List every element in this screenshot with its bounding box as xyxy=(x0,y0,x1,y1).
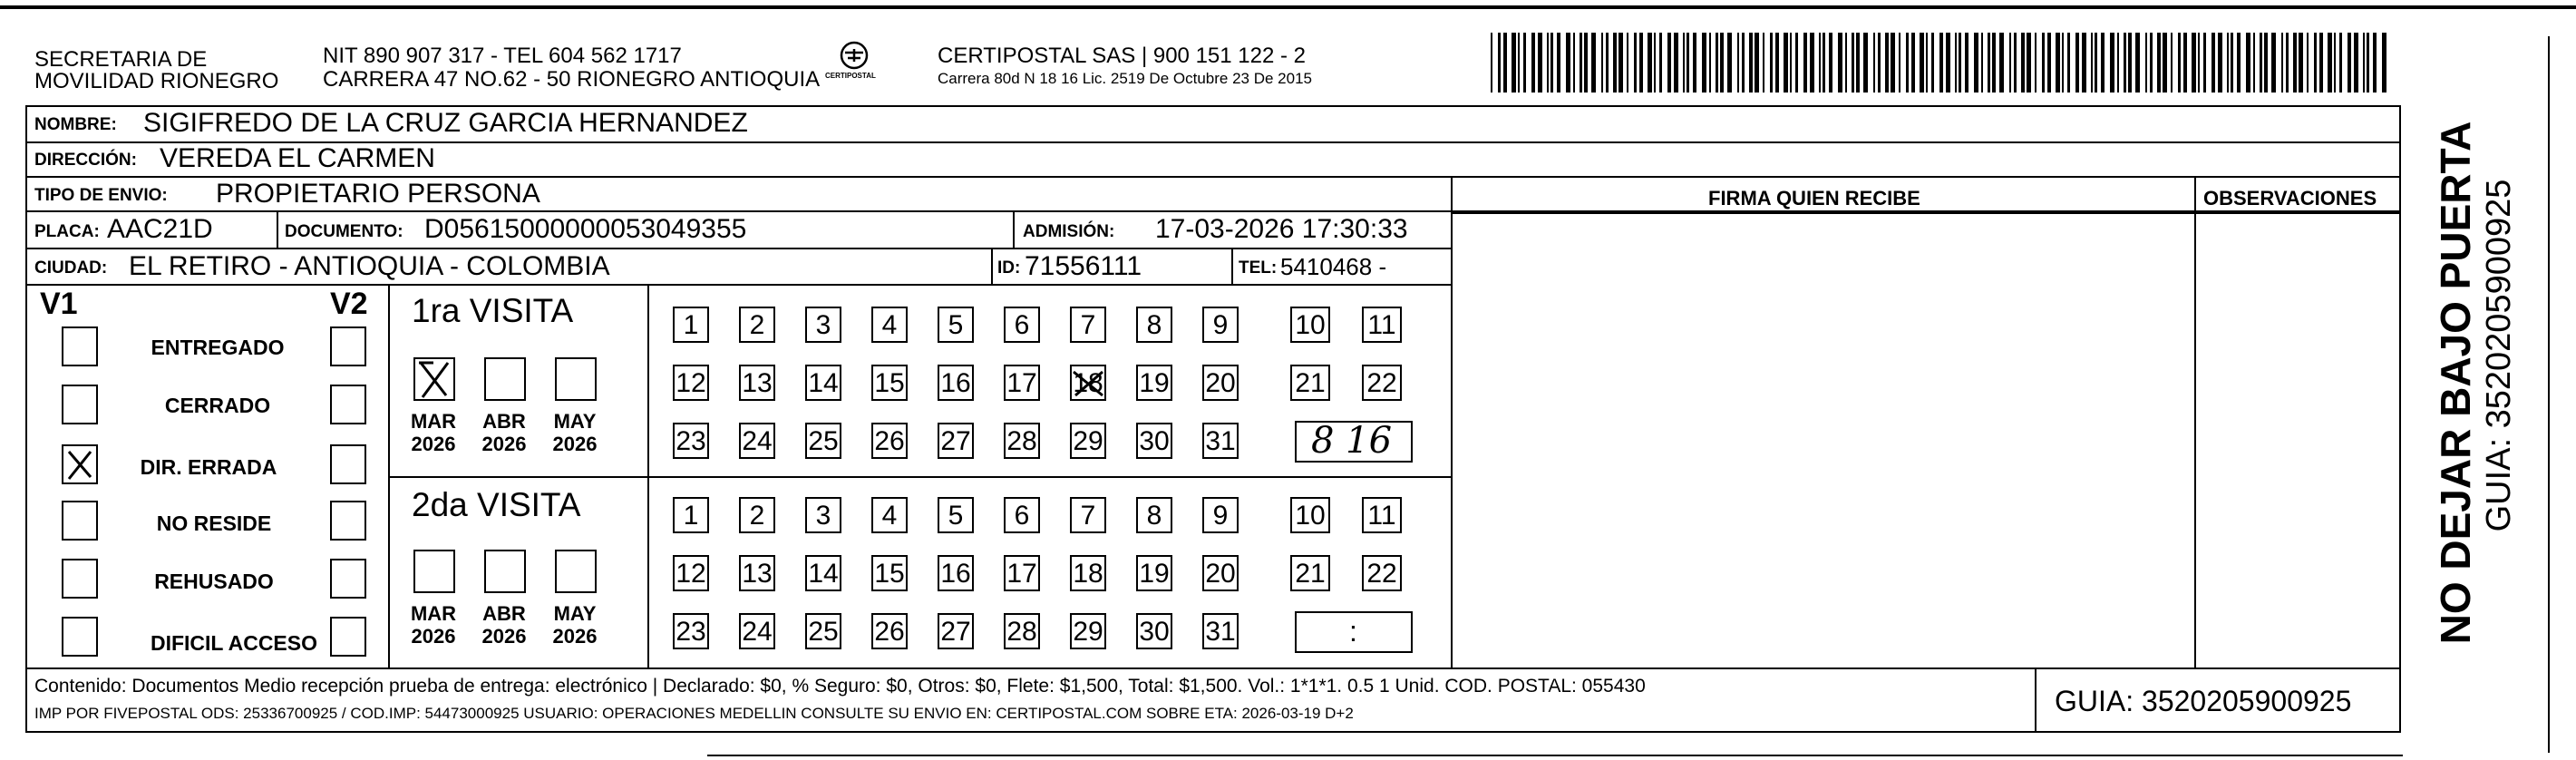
second-visit-time: : xyxy=(1349,615,1357,648)
barcode-bar xyxy=(2095,33,2097,93)
reason-dificil-acceso: DIFICIL ACCESO xyxy=(150,631,317,655)
tel-value: 5410468 - xyxy=(1280,253,1387,280)
barcode-bar xyxy=(1498,33,1501,93)
barcode-bar xyxy=(1512,33,1516,93)
month-label-abr-2: ABR 2026 xyxy=(481,602,527,648)
reason-cerrado: CERRADO xyxy=(164,394,271,417)
v2-checkbox[interactable] xyxy=(330,617,366,657)
barcode-bar xyxy=(1775,33,1779,93)
barcode-bar xyxy=(2363,33,2365,93)
barcode-bar xyxy=(1763,33,1764,93)
v1-checkbox[interactable] xyxy=(62,559,98,599)
no-dejar-bajo-puerta: NO DEJAR BAJO PUERTA xyxy=(2432,121,2479,645)
barcode-bar xyxy=(2183,33,2187,93)
check-mark-icon xyxy=(63,446,96,482)
v2-checkbox[interactable] xyxy=(330,501,366,541)
v2-checkbox[interactable] xyxy=(330,385,366,424)
nombre-value: SIGIFREDO DE LA CRUZ GARCIA HERNANDEZ xyxy=(143,108,748,138)
org-line1: SECRETARIA DE xyxy=(34,47,208,72)
day-box-30[interactable]: 30 xyxy=(1136,423,1172,459)
barcode-bar xyxy=(1770,33,1773,93)
barcode-bar xyxy=(2101,33,2105,93)
barcode-bar xyxy=(1863,33,1868,93)
barcode-bar xyxy=(1852,33,1854,93)
day-cross-mark-icon xyxy=(1070,368,1106,399)
barcode-bar xyxy=(1749,33,1753,93)
barcode-bar xyxy=(1491,33,1492,93)
day-box-19[interactable]: 19 xyxy=(1136,365,1172,401)
barcode-bar xyxy=(1845,33,1847,93)
month-label-may: MAY 2026 xyxy=(552,410,598,456)
barcode-bar xyxy=(2307,33,2309,93)
day-box-12[interactable]: 12 xyxy=(673,555,709,591)
reason-dir-errada: DIR. ERRADA xyxy=(140,455,277,479)
barcode-bar xyxy=(2211,33,2215,93)
reason-rehusado: REHUSADO xyxy=(154,570,274,593)
barcode-bar xyxy=(1906,33,1909,93)
certipostal-logo xyxy=(818,40,890,83)
v1-checkbox-checked[interactable] xyxy=(62,444,98,484)
barcode-bar xyxy=(1573,33,1575,93)
day-box-25[interactable]: 25 xyxy=(805,613,841,649)
day-box-17[interactable]: 17 xyxy=(1004,365,1040,401)
month-box[interactable] xyxy=(484,357,526,401)
barcode-bar xyxy=(1639,33,1643,93)
day-box-17[interactable]: 17 xyxy=(1004,555,1040,591)
day-box-11[interactable]: 11 xyxy=(1362,497,1402,533)
barcode-bar xyxy=(2367,33,2369,93)
barcode-bar xyxy=(1810,33,1814,93)
barcode-bar xyxy=(1755,33,1759,93)
day-box-8[interactable]: 8 xyxy=(1136,497,1172,533)
placa-label: PLACA: xyxy=(34,222,100,241)
day-box-22[interactable]: 22 xyxy=(1362,365,1402,401)
barcode-bar xyxy=(2056,33,2060,93)
documento-label: DOCUMENTO: xyxy=(285,222,403,241)
barcode-bar xyxy=(1531,33,1535,93)
day-box-18[interactable]: 18 xyxy=(1070,365,1106,401)
admision-divider xyxy=(1013,210,1015,248)
admision-value: 17-03-2026 17:30:33 xyxy=(1155,214,1408,244)
barcode-bar xyxy=(2299,33,2303,93)
v1-checkbox[interactable] xyxy=(62,501,98,541)
month-label-mar: MAR 2026 xyxy=(410,410,457,456)
barcode-bar xyxy=(2042,33,2045,93)
month-box[interactable] xyxy=(484,550,526,593)
v2-label: V2 xyxy=(330,287,368,321)
barcode-bar xyxy=(2163,33,2167,93)
barcode-bar xyxy=(1946,33,1950,93)
barcode-bar xyxy=(1550,33,1553,93)
placa-value: AAC21D xyxy=(107,214,213,244)
barcode-bar xyxy=(2014,33,2017,93)
barcode-bar xyxy=(2047,33,2051,93)
right-edge-line xyxy=(2548,36,2550,753)
day-box-7[interactable]: 7 xyxy=(1070,497,1106,533)
nit-line: NIT 890 907 317 - TEL 604 562 1717 xyxy=(323,44,682,68)
top-edge-line xyxy=(0,5,2576,9)
barcode-bar xyxy=(1939,33,1943,93)
barcode-bar xyxy=(2271,33,2276,93)
day-box-5[interactable]: 5 xyxy=(938,307,974,343)
month-label-abr: ABR 2026 xyxy=(481,410,527,456)
day-box-23[interactable]: 23 xyxy=(673,423,709,459)
day-box-4[interactable]: 4 xyxy=(871,497,908,533)
barcode-bar xyxy=(2135,33,2140,93)
barcode-bar xyxy=(2062,33,2064,93)
day-box-24[interactable]: 24 xyxy=(739,423,775,459)
barcode-bar xyxy=(1687,33,1689,93)
row-line xyxy=(25,284,1451,286)
barcode-bar xyxy=(2192,33,2196,93)
barcode-bar xyxy=(1523,33,1526,93)
barcode-bar xyxy=(1931,33,1934,93)
day-box-29[interactable]: 29 xyxy=(1070,423,1106,459)
day-box-14[interactable]: 14 xyxy=(805,555,841,591)
nombre-label: NOMBRE: xyxy=(34,115,117,134)
barcode-bar xyxy=(1547,33,1549,93)
barcode-bar xyxy=(2246,33,2250,93)
barcode-bar xyxy=(2128,33,2132,93)
barcode-bar xyxy=(2145,33,2147,93)
barcode-bar xyxy=(1538,33,1542,93)
barcode-bar xyxy=(1683,33,1685,93)
day-box-21[interactable]: 21 xyxy=(1290,555,1330,591)
check-mark-icon xyxy=(415,359,453,399)
barcode-bar xyxy=(1965,33,1968,93)
barcode-bar xyxy=(1591,33,1596,93)
barcode-bar xyxy=(1742,33,1745,93)
day-box-20[interactable]: 20 xyxy=(1202,555,1239,591)
barcode-bar xyxy=(1627,33,1628,93)
barcode-bar xyxy=(2281,33,2283,93)
barcode-bar xyxy=(1584,33,1588,93)
v1-checkbox[interactable] xyxy=(62,617,98,657)
ciudad-label: CIUDAD: xyxy=(34,258,108,278)
address-line: CARRERA 47 NO.62 - 50 RIONEGRO ANTIOQUIA xyxy=(323,67,821,92)
guia-box-divider xyxy=(2035,667,2036,733)
barcode-bar xyxy=(1974,33,1978,93)
day-box-2[interactable]: 2 xyxy=(739,307,775,343)
barcode-bar xyxy=(1601,33,1603,93)
direccion-label: DIRECCIÓN: xyxy=(34,151,137,170)
day-box-16[interactable]: 16 xyxy=(938,365,974,401)
barcode-bar xyxy=(2227,33,2229,93)
day-box-31[interactable]: 31 xyxy=(1202,613,1239,649)
day-box-18[interactable]: 18 xyxy=(1070,555,1106,591)
bottom-edge-line xyxy=(707,755,2403,756)
day-box-30[interactable]: 30 xyxy=(1136,613,1172,649)
barcode-bar xyxy=(1790,33,1792,93)
day-box-28[interactable]: 28 xyxy=(1004,613,1040,649)
barcode-bar xyxy=(1674,33,1678,93)
barcode-bar xyxy=(1654,33,1656,93)
day-box-7[interactable]: 7 xyxy=(1070,307,1106,343)
id-label: ID: xyxy=(997,258,1021,278)
barcode-bar xyxy=(2067,33,2070,93)
admision-label: ADMISIÓN: xyxy=(1023,222,1115,241)
barcode xyxy=(1487,33,2394,96)
observaciones-divider xyxy=(2194,176,2196,667)
day-box-6[interactable]: 6 xyxy=(1004,307,1040,343)
barcode-bar xyxy=(1619,33,1623,93)
day-box-2[interactable]: 2 xyxy=(739,497,775,533)
day-box-27[interactable]: 27 xyxy=(938,613,974,649)
barcode-bar xyxy=(1737,33,1739,93)
first-visit-time: 8 16 xyxy=(1311,420,1393,462)
day-box-8[interactable]: 8 xyxy=(1136,307,1172,343)
day-box-9[interactable]: 9 xyxy=(1202,307,1239,343)
footer-line xyxy=(25,667,2401,669)
barcode-bar xyxy=(1634,33,1637,93)
month-box[interactable] xyxy=(555,357,597,401)
barcode-bar xyxy=(1557,33,1560,93)
barcode-bar xyxy=(1693,33,1696,93)
courier-line2: Carrera 80d N 18 16 Lic. 2519 De Octubre 23 De 2015 xyxy=(938,70,1312,87)
v1-checkbox[interactable] xyxy=(62,385,98,424)
v2-checkbox[interactable] xyxy=(330,444,366,484)
day-box-21[interactable]: 21 xyxy=(1290,365,1330,401)
day-box-15[interactable]: 15 xyxy=(871,365,908,401)
barcode-bar xyxy=(2075,33,2079,93)
barcode-bar xyxy=(1878,33,1881,93)
firma-header-line xyxy=(1451,212,2401,214)
month-label-mar-2: MAR 2026 xyxy=(410,602,457,648)
reason-entregado: ENTREGADO xyxy=(151,336,285,359)
id-divider xyxy=(991,248,993,284)
barcode-bar xyxy=(1709,33,1711,93)
day-box-23[interactable]: 23 xyxy=(673,613,709,649)
day-box-10[interactable]: 10 xyxy=(1290,497,1330,533)
barcode-bar xyxy=(2110,33,2114,93)
day-box-20[interactable]: 20 xyxy=(1202,365,1239,401)
barcode-bar xyxy=(1955,33,1957,93)
visit-split-line xyxy=(388,476,1451,478)
barcode-bar xyxy=(1992,33,1996,93)
barcode-bar xyxy=(1819,33,1821,93)
barcode-bar xyxy=(1613,33,1617,93)
barcode-bar xyxy=(1891,33,1895,93)
barcode-bar xyxy=(1720,33,1724,93)
barcode-bar xyxy=(1885,33,1889,93)
footer-contenido: Contenido: Documentos Medio recepción prueba de entrega: electrónico | Declarado: $0, % Seguro: $0, Otros: $0, Flete: $1,500, Total: $1,500. Vol.: 1*1*1. 0.5 1 Unid. COD. POSTAL: 055430 xyxy=(34,676,1646,697)
month-box-checked[interactable] xyxy=(413,357,455,401)
barcode-bar xyxy=(2124,33,2126,93)
day-box-4[interactable]: 4 xyxy=(871,307,908,343)
day-box-26[interactable]: 26 xyxy=(871,423,908,459)
barcode-bar xyxy=(1648,33,1652,93)
month-box[interactable] xyxy=(413,550,455,593)
day-box-12[interactable]: 12 xyxy=(673,365,709,401)
barcode-bar xyxy=(1580,33,1582,93)
barcode-bar xyxy=(1959,33,1961,93)
barcode-bar xyxy=(1999,33,2004,93)
barcode-bar xyxy=(1784,33,1788,93)
barcode-bar xyxy=(1659,33,1662,93)
barcode-bar xyxy=(2021,33,2025,93)
barcode-bar xyxy=(2354,33,2358,93)
barcode-bar xyxy=(1926,33,1928,93)
barcode-bar xyxy=(2253,33,2255,93)
barcode-bar xyxy=(2334,33,2336,93)
side-guia: GUIA: 3520205900925 xyxy=(2480,179,2518,532)
day-box-1[interactable]: 1 xyxy=(673,497,709,533)
day-box-19[interactable]: 19 xyxy=(1136,555,1172,591)
barcode-bar xyxy=(1873,33,1875,93)
v2-checkbox[interactable] xyxy=(330,326,366,366)
barcode-bar xyxy=(1518,33,1520,93)
barcode-bar xyxy=(1795,33,1798,93)
barcode-bar xyxy=(2027,33,2031,93)
logo-text: CERTIPOSTAL xyxy=(825,72,876,80)
barcode-bar xyxy=(1606,33,1609,93)
month-label-may-2: MAY 2026 xyxy=(552,602,598,648)
barcode-bar xyxy=(2286,33,2289,93)
barcode-bar xyxy=(2328,33,2332,93)
barcode-bar xyxy=(1702,33,1706,93)
barcode-bar xyxy=(1838,33,1842,93)
day-box-10[interactable]: 10 xyxy=(1290,307,1330,343)
day-box-6[interactable]: 6 xyxy=(1004,497,1040,533)
direccion-value: VEREDA EL CARMEN xyxy=(160,143,435,173)
firma-divider xyxy=(1451,176,1453,667)
tipo-label: TIPO DE ENVIO: xyxy=(34,186,168,205)
day-box-16[interactable]: 16 xyxy=(938,555,974,591)
day-box-14[interactable]: 14 xyxy=(805,365,841,401)
barcode-bar xyxy=(1667,33,1671,93)
org-line2: MOVILIDAD RIONEGRO xyxy=(34,69,279,93)
barcode-bar xyxy=(2091,33,2093,93)
barcode-bar xyxy=(2231,33,2233,93)
documento-value: D05615000000053049355 xyxy=(424,214,747,244)
day-box-13[interactable]: 13 xyxy=(739,555,775,591)
footer-imp-line: IMP POR FIVEPOSTAL ODS: 25336700925 / COD.IMP: 54473000925 USUARIO: OPERACIONES MEDELLIN CONSULTE SU ENVIO EN: CERTIPOSTAL.COM SOBRE ETA: 2026-03-19 D+2 xyxy=(34,705,1354,722)
barcode-bar xyxy=(2319,33,2323,93)
barcode-bar xyxy=(1829,33,1832,93)
barcode-bar xyxy=(2339,33,2342,93)
barcode-bar xyxy=(1899,33,1900,93)
day-box-22[interactable]: 22 xyxy=(1362,555,1402,591)
tipo-value: PROPIETARIO PERSONA xyxy=(216,179,540,209)
barcode-bar xyxy=(1727,33,1732,93)
reason-no-reside: NO RESIDE xyxy=(156,512,272,535)
barcode-bar xyxy=(2117,33,2119,93)
barcode-bar xyxy=(2035,33,2036,93)
barcode-bar xyxy=(2157,33,2161,93)
day-box-11[interactable]: 11 xyxy=(1362,307,1402,343)
day-box-9[interactable]: 9 xyxy=(1202,497,1239,533)
barcode-bar xyxy=(1823,33,1825,93)
day-box-1[interactable]: 1 xyxy=(673,307,709,343)
barcode-bar xyxy=(2150,33,2153,93)
barcode-bar xyxy=(1981,33,1983,93)
first-visit-title: 1ra VISITA xyxy=(412,292,574,329)
barcode-bar xyxy=(2260,33,2262,93)
barcode-bar xyxy=(1503,33,1507,93)
barcode-bar xyxy=(1856,33,1860,93)
barcode-bar xyxy=(2009,33,2011,93)
day-box-5[interactable]: 5 xyxy=(938,497,974,533)
barcode-bar xyxy=(2314,33,2317,93)
placa-divider xyxy=(277,210,278,248)
barcode-bar xyxy=(2218,33,2222,93)
v1-label: V1 xyxy=(40,287,78,321)
day-box-27[interactable]: 27 xyxy=(938,423,974,459)
barcode-bar xyxy=(1988,33,1990,93)
barcode-bar xyxy=(2264,33,2268,93)
barcode-bar xyxy=(2382,33,2386,93)
barcode-bar xyxy=(2373,33,2377,93)
barcode-bar xyxy=(2348,33,2351,93)
day-box-25[interactable]: 25 xyxy=(805,423,841,459)
day-box-3[interactable]: 3 xyxy=(805,307,841,343)
barcode-bar xyxy=(1911,33,1915,93)
observaciones-label: OBSERVACIONES xyxy=(2203,187,2377,209)
row-line xyxy=(25,176,2401,178)
barcode-bar xyxy=(1566,33,1570,93)
v2-checkbox[interactable] xyxy=(330,559,366,599)
day-box-15[interactable]: 15 xyxy=(871,555,908,591)
month-box[interactable] xyxy=(555,550,597,593)
barcode-bar xyxy=(1803,33,1807,93)
barcode-bar xyxy=(2082,33,2086,93)
second-visit-title: 2da VISITA xyxy=(412,486,581,523)
day-box-26[interactable]: 26 xyxy=(871,613,908,649)
barcode-bar xyxy=(2198,33,2200,93)
day-box-13[interactable]: 13 xyxy=(739,365,775,401)
day-box-24[interactable]: 24 xyxy=(739,613,775,649)
v1-checkbox[interactable] xyxy=(62,326,98,366)
barcode-bar xyxy=(2171,33,2173,93)
day-box-3[interactable]: 3 xyxy=(805,497,841,533)
firma-label: FIRMA QUIEN RECIBE xyxy=(1708,187,1920,209)
tel-label: TEL: xyxy=(1239,258,1278,278)
day-box-31[interactable]: 31 xyxy=(1202,423,1239,459)
barcode-bar xyxy=(2203,33,2206,93)
barcode-bar xyxy=(1716,33,1718,93)
day-box-28[interactable]: 28 xyxy=(1004,423,1040,459)
barcode-bar xyxy=(2178,33,2181,93)
tel-divider xyxy=(1231,248,1233,284)
courier-line1: CERTIPOSTAL SAS | 900 151 122 - 2 xyxy=(938,44,1306,68)
row-line xyxy=(25,248,1451,249)
id-value: 71556111 xyxy=(1025,251,1142,281)
barcode-bar xyxy=(2293,33,2297,93)
ciudad-value: EL RETIRO - ANTIOQUIA - COLOMBIA xyxy=(129,251,610,281)
footer-guia: GUIA: 3520205900925 xyxy=(2055,685,2352,717)
barcode-bar xyxy=(1920,33,1924,93)
day-box-29[interactable]: 29 xyxy=(1070,613,1106,649)
barcode-bar xyxy=(2237,33,2241,93)
